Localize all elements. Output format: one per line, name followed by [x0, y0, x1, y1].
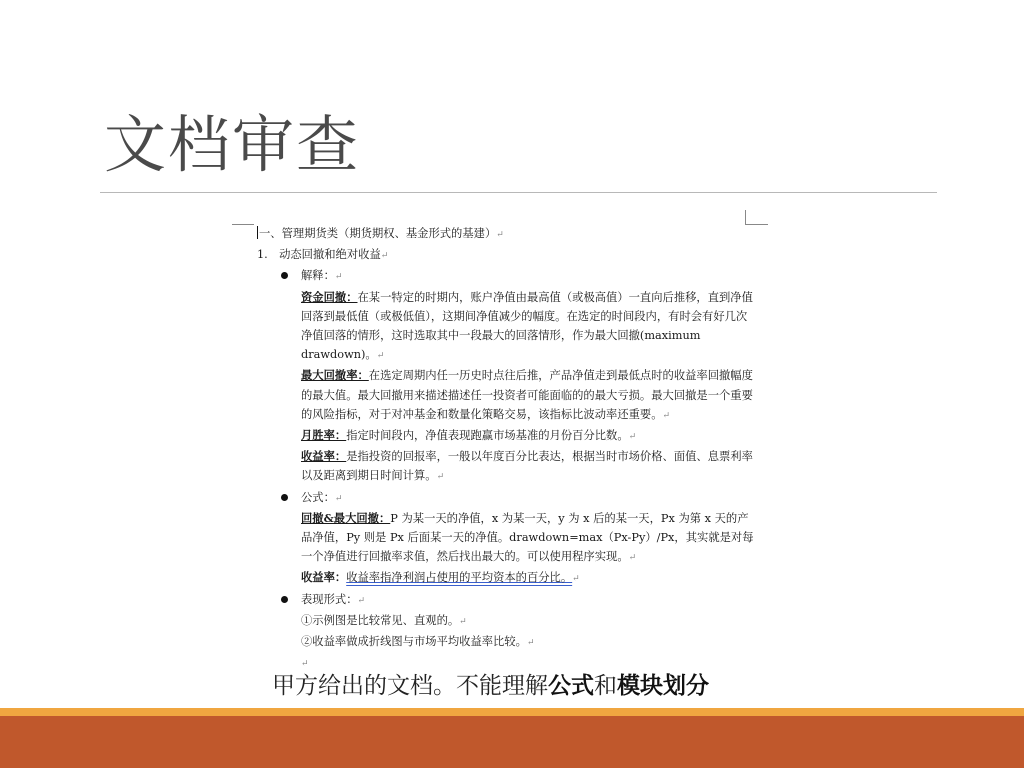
doc-section-1-text: 1. 动态回撤和绝对收益 — [257, 248, 381, 262]
document-body — [254, 224, 754, 674]
display-item-1-text: ①示例图是比较常见、直观的。 — [301, 613, 460, 627]
page-corner-mark-left — [232, 210, 254, 225]
paragraph-mark-icon: ↵ — [334, 493, 343, 504]
paragraph-mark-icon: ↵ — [357, 595, 366, 606]
bullet-dot-icon — [281, 596, 288, 603]
footer-accent-bar-light — [0, 708, 1024, 716]
term-max-drawdown: 最大回撤率： — [301, 368, 369, 383]
term-yield: 收益率： — [301, 449, 347, 464]
document-screenshot — [232, 210, 772, 670]
paragraph-mark-icon: ↵ — [436, 472, 445, 483]
paragraph-mark-icon: ↵ — [459, 616, 467, 627]
display-item-1 — [254, 611, 754, 632]
display-item-2 — [254, 632, 754, 653]
bullet-dot-icon — [281, 494, 288, 501]
display-item-2-text: ②收益率做成折线图与市场平均收益率比较。 — [301, 635, 527, 649]
paragraph-mark-icon: ↵ — [662, 410, 671, 421]
paragraph-drawdown — [254, 288, 754, 367]
caption-part-1: 甲方给出的文档。不能理解 — [272, 673, 548, 699]
paragraph-max-drawdown — [254, 366, 754, 426]
bullet-explain — [254, 266, 754, 287]
bullet-dot-icon — [281, 272, 288, 279]
paragraph-mark-icon: ↵ — [380, 251, 389, 262]
term-yield-2: 收益率： — [301, 570, 347, 585]
text-max-drawdown: 在选定周期内任一历史时点往后推，产品净值走到最低点时的收益率回撤幅度的最大值。最大回撤用来描述描述任一投资者可能面临的的最大亏损。最大回撤是一个重要的风险指标，对于对冲基金和数量化策略交易，该指标比波动率还重要。 — [301, 369, 753, 421]
text-formula: P 为某一天的净值，x 为某一天，y 为 x 后的某一天，Px 为第 x 天的产品净值，Py 则是 Px 后面某一天的净值。drawdown=max（Px-Py）/Px，其实就是对每一个净值进行回撤率求值，然后找出最大的。可以使用程序实现。 — [301, 511, 754, 564]
bullet-display — [254, 590, 754, 611]
text-win-rate: 指定时间段内，净值表现跑赢市场基准的月份百分比数。 — [346, 429, 629, 443]
title-divider — [100, 192, 937, 193]
paragraph-yield-2 — [254, 568, 754, 589]
page-corner-mark-right — [745, 210, 768, 225]
paragraph-mark-icon: ↵ — [628, 432, 637, 443]
bullet-formula-text: 公式： — [301, 490, 335, 504]
paragraph-yield — [254, 447, 754, 487]
paragraph-mark-icon: ↵ — [496, 230, 504, 240]
bullet-display-text: 表现形式： — [301, 592, 358, 606]
paragraph-mark-icon: ↵ — [628, 553, 637, 564]
term-win-rate: 月胜率： — [301, 428, 347, 443]
paragraph-formula — [254, 509, 754, 569]
paragraph-win-rate — [254, 426, 754, 447]
doc-heading-text: 一、管理期货类（期货期权、基金形式的基建） — [259, 227, 497, 240]
bullet-explain-text: 解释： — [301, 269, 335, 283]
doc-heading — [254, 224, 754, 245]
text-yield-2: 收益率指净利润占使用的平均资本的百分比。 — [346, 571, 573, 585]
paragraph-mark-icon: ↵ — [572, 574, 580, 585]
slide-title: 文档审查 — [104, 108, 361, 181]
text-cursor — [257, 226, 258, 239]
slide-caption — [272, 667, 709, 700]
term-drawdown: 资金回撤： — [301, 289, 358, 304]
footer-accent-bar-dark — [0, 716, 1024, 768]
caption-part-4: 模块划分 — [617, 673, 709, 699]
doc-section-1 — [254, 245, 754, 266]
caption-part-3: 和 — [594, 673, 617, 699]
paragraph-mark-icon: ↵ — [301, 659, 309, 670]
paragraph-mark-icon: ↵ — [334, 272, 343, 283]
paragraph-mark-icon: ↵ — [526, 638, 535, 649]
caption-part-2: 公式 — [548, 673, 594, 699]
term-formula: 回撤&最大回撤： — [301, 510, 391, 525]
text-drawdown: 在某一特定的时期内，账户净值由最高值（或极高值）一直向后推移，直到净值回落到最低值（或极低值），这期间净值减少的幅度。在选定的时间段内，有时会有好几次净值回落的情形，这时选取其中一段最大的回落情形，作为最大回撤(maximum drawdown)。 — [301, 290, 753, 362]
bullet-formula — [254, 488, 754, 509]
paragraph-mark-icon: ↵ — [376, 351, 385, 362]
text-yield: 是指投资的回报率，一般以年度百分比表达，根据当时市场价格、面值、息票利率以及距离到期日时间计算。 — [301, 450, 753, 483]
